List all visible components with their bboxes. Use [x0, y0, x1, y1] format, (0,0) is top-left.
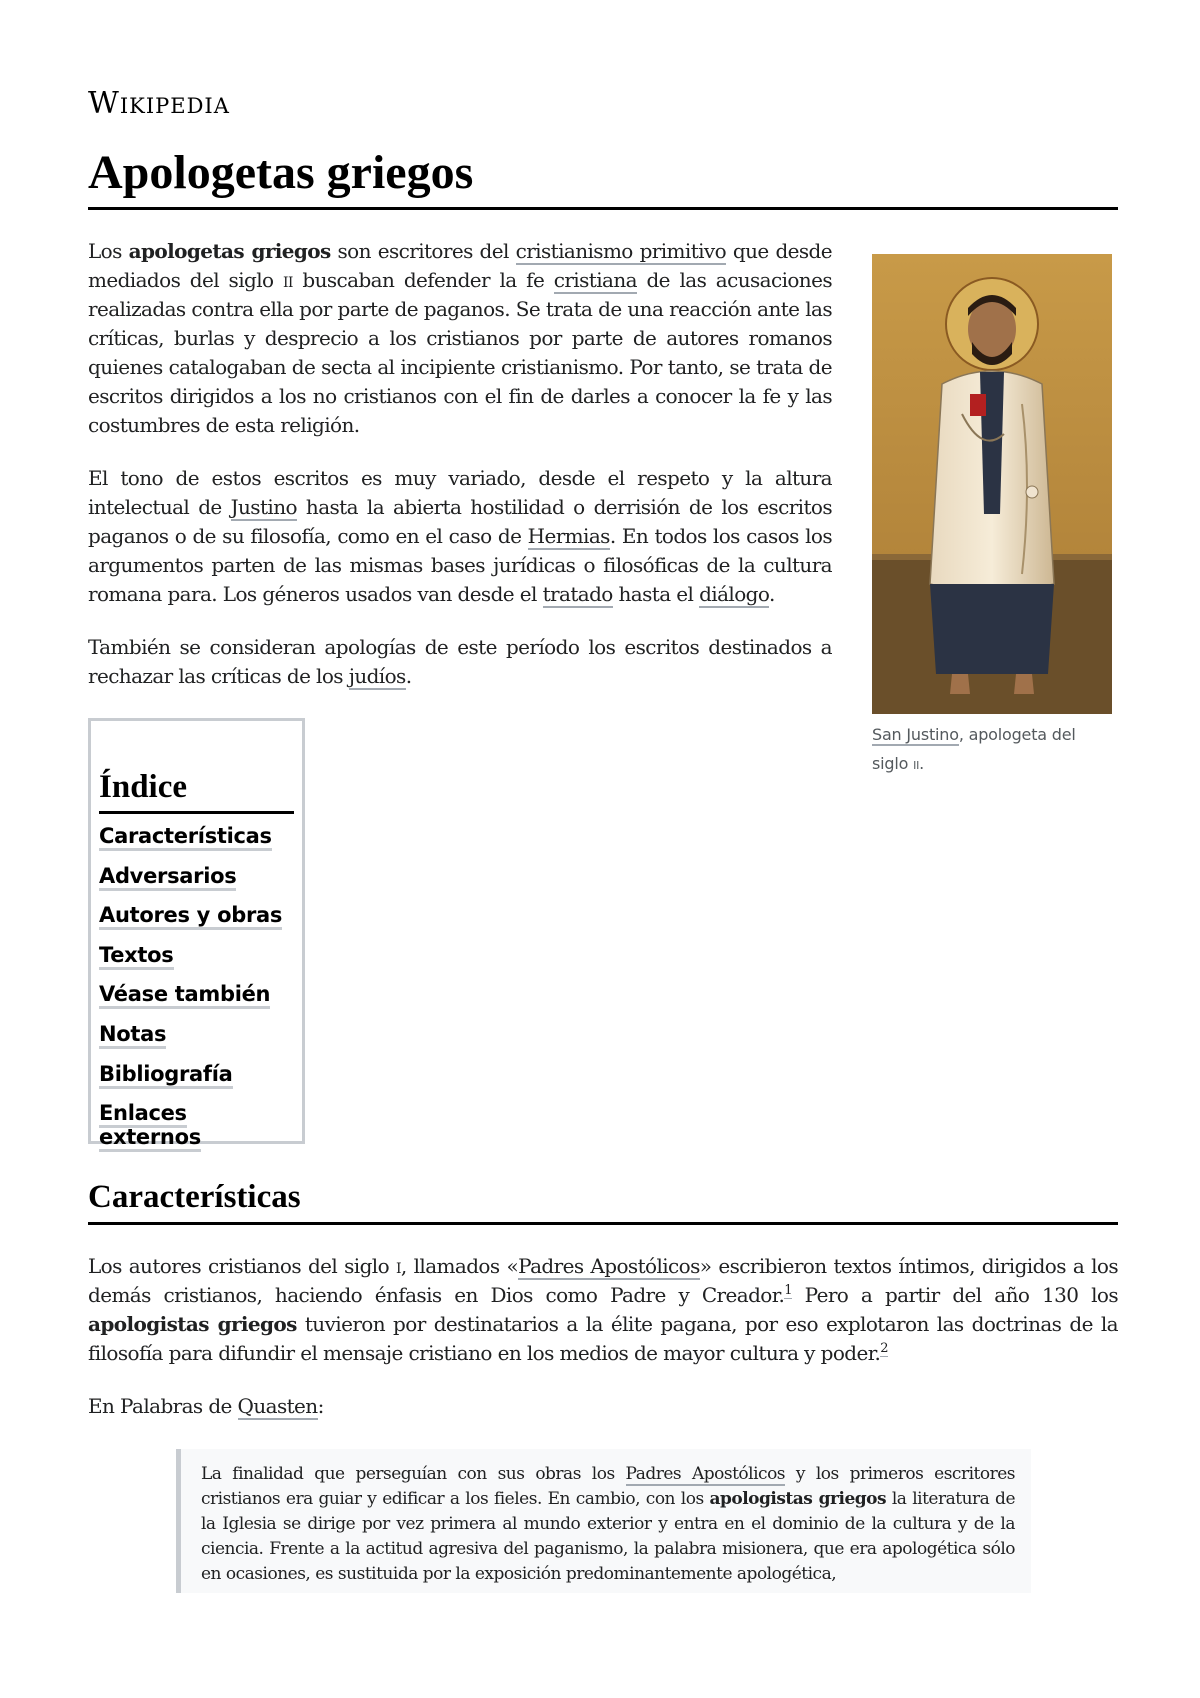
toc-item	[99, 864, 294, 904]
section-body	[88, 1252, 1118, 1445]
reference-link-2[interactable]: 2	[880, 1341, 888, 1357]
toc-item	[99, 824, 294, 864]
infobox-figure	[872, 254, 1112, 778]
link-judios[interactable]: judíos	[348, 664, 406, 688]
text-run: .	[405, 664, 412, 688]
quote-text	[201, 1462, 1015, 1587]
reference-link-1[interactable]: 1	[784, 1283, 792, 1299]
bold-term: apologistas griegos	[709, 1489, 887, 1509]
link-cristiana[interactable]: cristiana	[553, 268, 637, 292]
saint-justin-icon-image[interactable]	[872, 254, 1112, 714]
section-paragraph-1	[88, 1252, 1118, 1368]
wikipedia-logo[interactable]: Wikipedia	[88, 86, 230, 121]
text-run: tuvieron por destinatarios a la élite pagana, por eso explotaron las doctrinas de la filosofía para difundir el mensaje cristiano en los medios de mayor cultura y poder.	[88, 1312, 1118, 1365]
link-san-justino[interactable]: San Justino	[872, 725, 959, 744]
roman-numeral: i	[395, 1254, 401, 1278]
page-title: Apologetas griegos	[88, 146, 474, 199]
section-heading-caracteristicas: Características	[88, 1179, 301, 1215]
text-run: Los	[88, 239, 129, 263]
toc-link-vease-tambien[interactable]: Véase también	[99, 982, 270, 1009]
toc-link-notas[interactable]: Notas	[99, 1022, 166, 1049]
link-hermias[interactable]: Hermias	[527, 524, 610, 548]
intro-paragraph-2	[88, 464, 832, 609]
section-paragraph-2	[88, 1392, 1118, 1421]
text-run: Pero a partir del año 130 los	[791, 1283, 1118, 1307]
toc-link-adversarios[interactable]: Adversarios	[99, 864, 236, 891]
toc-link-autores-y-obras[interactable]: Autores y obras	[99, 903, 282, 930]
section-divider	[88, 1222, 1118, 1225]
link-padres-apostolicos[interactable]: Padres Apostólicos	[518, 1254, 700, 1278]
bold-term: apologetas griegos	[128, 239, 331, 263]
toc-link-bibliografia[interactable]: Bibliografía	[99, 1062, 233, 1089]
text-run: hasta el	[612, 582, 700, 606]
reference-1	[784, 1283, 792, 1299]
text-run: :	[317, 1394, 324, 1418]
caption-text: .	[919, 754, 925, 773]
link-quasten[interactable]: Quasten	[237, 1394, 318, 1418]
text-run: Los autores cristianos del siglo	[88, 1254, 396, 1278]
text-run: hasta la abierta hostilidad o derrisión de los escritos paganos o de su filosofía, como en el caso de	[88, 495, 832, 548]
title-divider	[88, 207, 1118, 210]
text-run: buscaban defender la fe	[292, 268, 554, 292]
intro-paragraph-1	[88, 237, 832, 440]
link-cristianismo-primitivo[interactable]: cristianismo primitivo	[515, 239, 727, 263]
table-of-contents	[88, 718, 305, 1150]
toc-item	[99, 1022, 294, 1062]
link-padres-apostolicos-quote[interactable]: Padres Apostólicos	[625, 1464, 786, 1484]
toc-item	[99, 943, 294, 983]
text-run: la literatura de la Iglesia se dirige por vez primera al mundo exterior y entra en el dominio de la cultura y de la ciencia. Frente a la actitud agresiva del paganismo, la palabra misionera, que era apologética sólo en ocasiones, es sustituida por la exposición predominantemente apologética,	[201, 1489, 1016, 1584]
intro-section	[88, 237, 832, 715]
intro-paragraph-3	[88, 633, 832, 691]
text-run: son escritores del	[330, 239, 516, 263]
toc-item	[99, 982, 294, 1022]
bold-term: apologistas griegos	[88, 1312, 297, 1336]
toc-item	[99, 1062, 294, 1102]
text-run: .	[768, 582, 775, 606]
toc-item	[99, 903, 294, 943]
link-justino[interactable]: Justino	[230, 495, 297, 519]
link-dialogo[interactable]: diálogo	[699, 582, 769, 606]
toc-item	[99, 1101, 294, 1150]
blockquote	[176, 1449, 1031, 1593]
caption-text: , apologeta del siglo	[872, 725, 1076, 773]
text-run: y los primeros escritores cristianos era guiar y edificar a los fieles. En cambio, con los	[201, 1464, 1015, 1509]
roman-numeral: ii	[282, 268, 293, 292]
roman-numeral: ii	[913, 754, 920, 773]
figure-caption	[872, 720, 1112, 778]
text-run: » escribieron textos íntimos, dirigidos a los demás cristianos, haciendo énfasis en Dios como Padre y Creador.	[88, 1254, 1118, 1307]
toc-link-enlaces-externos[interactable]: Enlaces externos	[99, 1101, 201, 1152]
text-run: , llamados «	[400, 1254, 519, 1278]
text-run: . En todos los casos los argumentos parten de las mismas bases jurídicas o filosóficas de la cultura romana para. Los géneros usados van desde el	[88, 524, 832, 606]
text-run: que desde mediados del siglo	[88, 239, 832, 292]
reference-2	[880, 1341, 888, 1357]
text-run: También se consideran apologías de este período los escritos destinados a rechazar las críticas de los	[88, 635, 832, 688]
toc-link-textos[interactable]: Textos	[99, 943, 174, 970]
toc-title: Índice	[99, 767, 294, 814]
text-run: El tono de estos escritos es muy variado, desde el respeto y la altura intelectual de	[88, 466, 832, 519]
text-run: de las acusaciones realizadas contra ella por parte de paganos. Se trata de una reacción ante las críticas, burlas y desprecio a los cristianos por parte de autores romanos quienes catalogaban de secta al incipiente cristianismo. Por tanto, se trata de escritos dirigidos a los no cristianos con el fin de darles a conocer la fe y las costumbres de esta religión.	[88, 268, 832, 437]
text-run: La finalidad que perseguían con sus obras los	[201, 1464, 626, 1484]
toc-link-caracteristicas[interactable]: Características	[99, 824, 272, 851]
toc-list	[99, 824, 294, 1150]
text-run: En Palabras de	[88, 1394, 238, 1418]
link-tratado[interactable]: tratado	[542, 582, 613, 606]
